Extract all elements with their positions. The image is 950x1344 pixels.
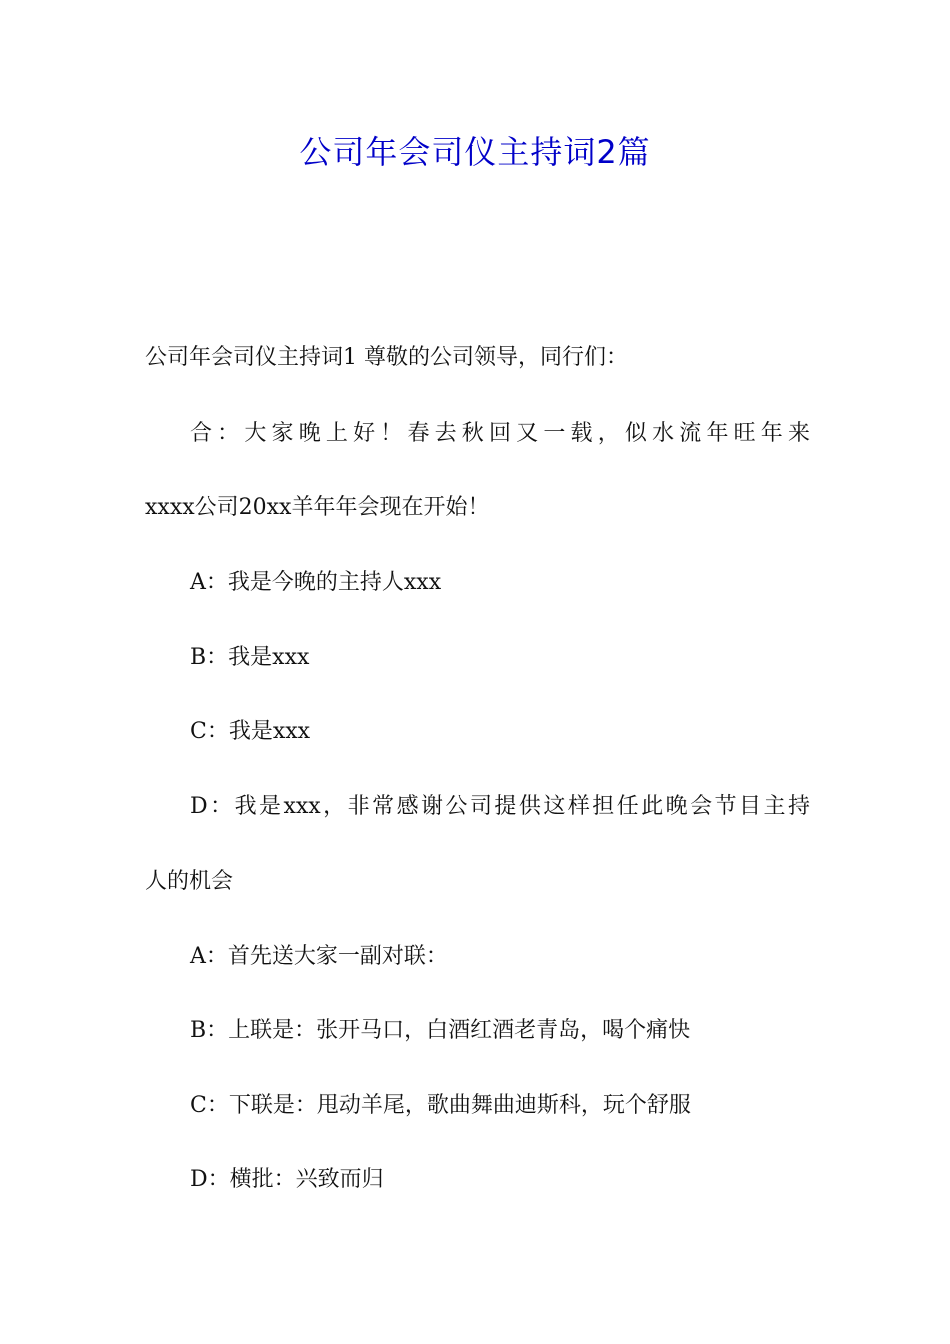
paragraph-couplet-lower: C：下联是：甩动羊尾，歌曲舞曲迪斯科，玩个舒服 [190, 1093, 691, 1118]
paragraph-couplet-horizontal: D：横批：兴致而归 [190, 1167, 384, 1192]
paragraph-intro: 公司年会司仪主持词1 尊敬的公司领导，同行们： [145, 345, 628, 370]
paragraph-host-d: D：我是xxx，非常感谢公司提供这样担任此晚会节目主持 [190, 794, 810, 819]
paragraph-couplet-intro: A：首先送大家一副对联： [190, 944, 448, 969]
paragraph-host-d-cont: 人的机会 [145, 869, 234, 894]
document-title: 公司年会司仪主持词2篇 [299, 133, 651, 171]
paragraph-host-b: B：我是xxx [190, 645, 310, 670]
paragraph-host-a: A：我是今晚的主持人xxx [190, 570, 442, 595]
paragraph-host-c: C：我是xxx [190, 719, 311, 744]
paragraph-opening: 合：大家晚上好！春去秋回又一载，似水流年旺年来 [190, 421, 810, 446]
paragraph-opening-cont: xxxx公司20xx羊年年会现在开始！ [145, 495, 490, 520]
paragraph-couplet-upper: B：上联是：张开马口，白酒红酒老青岛，喝个痛快 [190, 1018, 691, 1043]
